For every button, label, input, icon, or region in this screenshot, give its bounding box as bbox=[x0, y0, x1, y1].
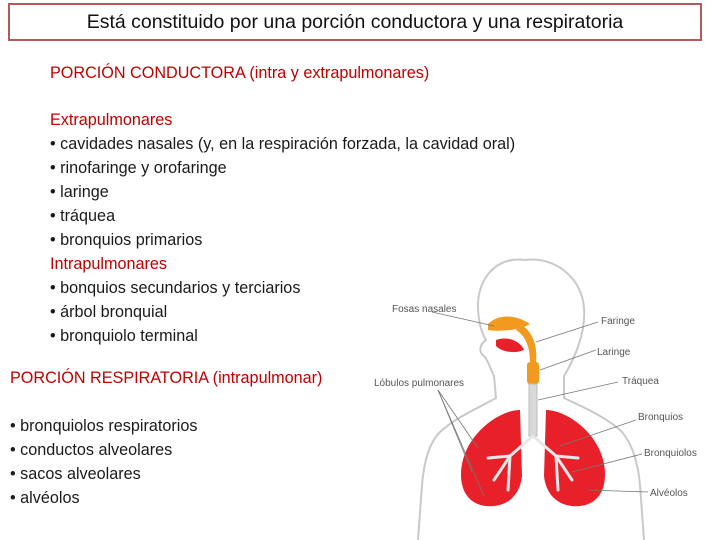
extrapulmonares-heading: Extrapulmonares bbox=[50, 111, 173, 129]
list-item: • conductos alveolares bbox=[10, 441, 173, 459]
label-traquea: Tráquea bbox=[622, 376, 659, 387]
oral-cavity bbox=[496, 338, 524, 352]
list-item: • sacos alveolares bbox=[10, 465, 141, 483]
trachea bbox=[529, 384, 537, 436]
list-item: • cavidades nasales (y, en la respiración forzada, la cavidad oral) bbox=[50, 135, 516, 153]
list-item: • árbol bronquial bbox=[50, 303, 168, 321]
intrapulmonares-heading: Intrapulmonares bbox=[50, 255, 167, 273]
label-laringe: Laringe bbox=[597, 347, 631, 358]
list-item: • bonquios secundarios y terciarios bbox=[50, 279, 301, 297]
label-fosas-nasales: Fosas nasales bbox=[392, 304, 457, 315]
slide-title-box bbox=[8, 3, 702, 41]
pharynx bbox=[516, 324, 536, 362]
respiratory-system-illustration bbox=[360, 250, 720, 540]
list-item: • laringe bbox=[50, 183, 109, 201]
label-lobulos: Lóbulos pulmonares bbox=[374, 378, 465, 389]
list-item: • alvéolos bbox=[10, 489, 80, 507]
list-item: • rinofaringe y orofaringe bbox=[50, 159, 227, 177]
label-alveolos: Alvéolos bbox=[650, 488, 688, 499]
conductora-heading: PORCIÓN CONDUCTORA (intra y extrapulmonares) bbox=[50, 64, 430, 82]
list-item: • tráquea bbox=[50, 207, 116, 225]
label-bronquios: Bronquios bbox=[638, 412, 684, 423]
list-item: • bronquiolo terminal bbox=[50, 327, 198, 345]
label-faringe: Faringe bbox=[601, 316, 635, 327]
slide-title: Está constituido por una porción conductora y una respiratoria bbox=[86, 10, 624, 33]
respiratoria-heading: PORCIÓN RESPIRATORIA (intrapulmonar) bbox=[10, 369, 323, 387]
list-item: • bronquiolos respiratorios bbox=[10, 417, 198, 435]
label-bronquiolos: Bronquiolos bbox=[644, 448, 697, 459]
list-item: • bronquios primarios bbox=[50, 231, 203, 249]
larynx bbox=[527, 362, 539, 384]
respiratory-system-svg bbox=[360, 250, 720, 540]
